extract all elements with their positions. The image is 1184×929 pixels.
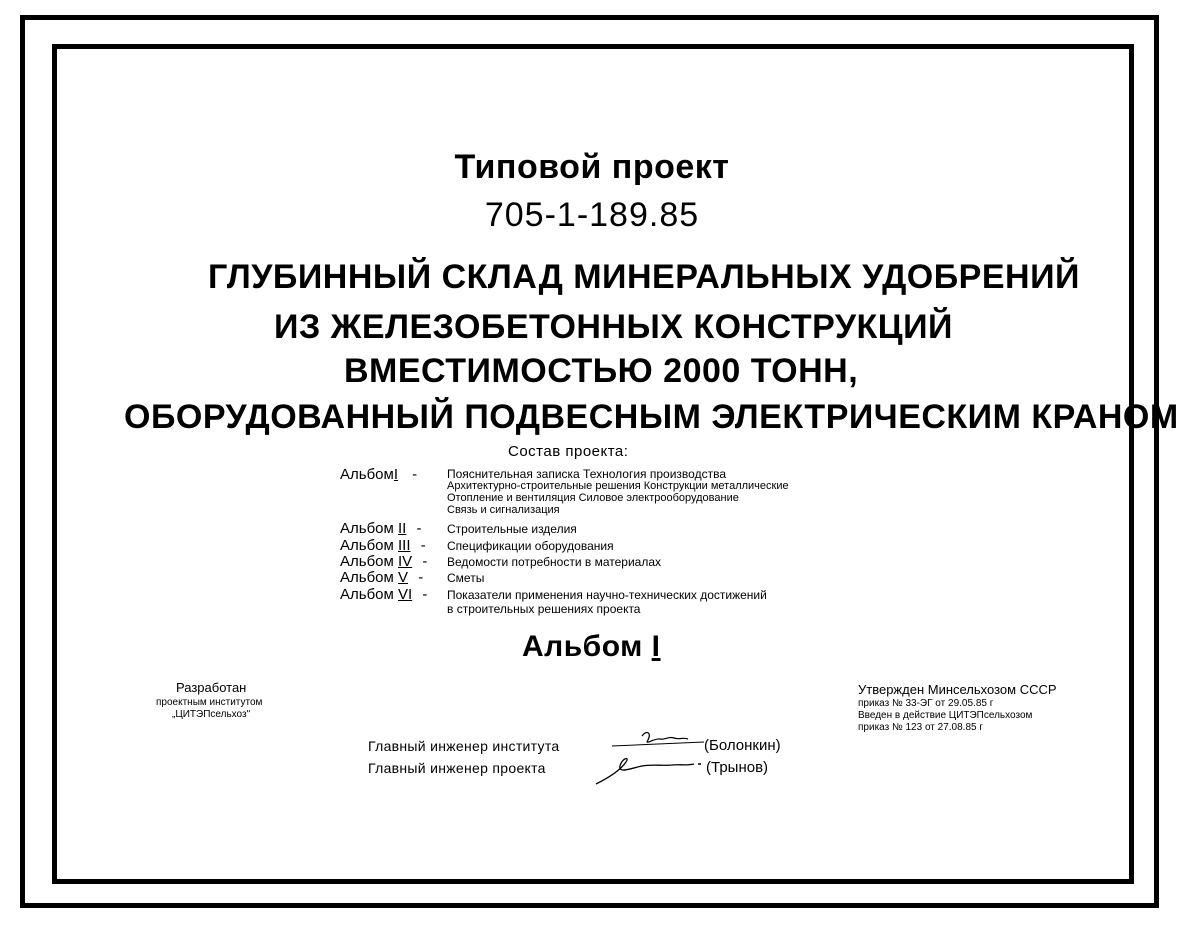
approved-by-line-1: приказ № 33-ЭГ от 29.05.85 г: [858, 698, 994, 709]
album-name: Альбом: [340, 520, 394, 537]
approved-by-title: Утвержден Минсельхозом СССР: [858, 682, 1057, 697]
album-2-label: [340, 520, 422, 537]
signature-2-scribble-icon: [592, 752, 706, 788]
signature-role-1: Главный инженер института: [368, 738, 560, 754]
developed-by-title: Разработан: [176, 680, 247, 695]
album-dash: -: [422, 586, 428, 603]
approved-by-line-3: приказ № 123 от 27.08.85 г: [858, 722, 983, 733]
album-5-line-1: Сметы: [447, 571, 485, 585]
document-type: Типовой проект: [454, 148, 730, 186]
album-6-line-1: Показатели применения научно-технических достижений: [447, 588, 767, 602]
album-dash: -: [422, 553, 428, 570]
album-name: Альбом: [340, 569, 394, 586]
signature-name-1: (Болонкин): [704, 737, 781, 754]
album-1-label: [340, 466, 417, 483]
current-album-number: I: [651, 630, 661, 663]
project-number: 705-1-189.85: [484, 196, 700, 234]
signature-role-2: Главный инженер проекта: [368, 760, 546, 776]
album-1-line-1: Пояснительная записка Технология производства: [447, 467, 726, 481]
album-number: II: [398, 520, 407, 537]
album-6-label: [340, 586, 427, 603]
album-1-line-2: Архитектурно-строительные решения Конструкции металлические: [447, 480, 789, 492]
album-number: I: [393, 466, 398, 483]
album-name: Альбом: [340, 553, 394, 570]
album-name: Альбом: [340, 537, 394, 554]
title-line-3: ВМЕСТИМОСТЬЮ 2000 ТОНН,: [344, 352, 859, 390]
album-6-line-2: в строительных решениях проекта: [447, 602, 641, 616]
approved-by-line-2: Введен в действие ЦИТЭПсельхозом: [858, 710, 1033, 721]
title-line-4: ОБОРУДОВАННЫЙ ПОДВЕСНЫМ ЭЛЕКТРИЧЕСКИМ КРАНОМ: [124, 398, 1179, 436]
album-number: IV: [398, 553, 413, 570]
developed-by-line-2: „ЦИТЭПсельхоз": [172, 709, 251, 720]
album-4-line-1: Ведомости потребности в материалах: [447, 555, 662, 569]
album-dash: -: [420, 537, 426, 554]
album-dash: -: [418, 569, 424, 586]
title-line-1: ГЛУБИННЫЙ СКЛАД МИНЕРАЛЬНЫХ УДОБРЕНИЙ: [208, 258, 1080, 296]
current-album-label: Альбом: [522, 630, 643, 663]
album-name: Альбом: [340, 466, 394, 483]
signature-1-scribble-icon: [608, 728, 708, 754]
album-1-line-3: Отопление и вентиляция Силовое электрооборудование: [447, 492, 739, 504]
album-dash: -: [412, 466, 418, 483]
album-5-label: [340, 569, 423, 586]
album-number: III: [398, 537, 411, 554]
album-1-line-4: Связь и сигнализация: [447, 504, 560, 516]
album-number: V: [398, 569, 409, 586]
album-3-label: [340, 537, 426, 554]
composition-heading: Состав проекта:: [508, 443, 629, 460]
album-4-label: [340, 553, 427, 570]
album-2-line-1: Строительные изделия: [447, 522, 577, 536]
title-line-2: ИЗ ЖЕЛЕЗОБЕТОННЫХ КОНСТРУКЦИЙ: [274, 308, 953, 346]
album-3-line-1: Спецификации оборудования: [447, 539, 614, 553]
developed-by-line-1: проектным институтом: [156, 697, 263, 708]
album-name: Альбом: [340, 586, 394, 603]
album-number: VI: [398, 586, 413, 603]
album-dash: -: [416, 520, 422, 537]
signature-name-2: (Трынов): [706, 759, 769, 776]
current-album: [522, 630, 661, 664]
